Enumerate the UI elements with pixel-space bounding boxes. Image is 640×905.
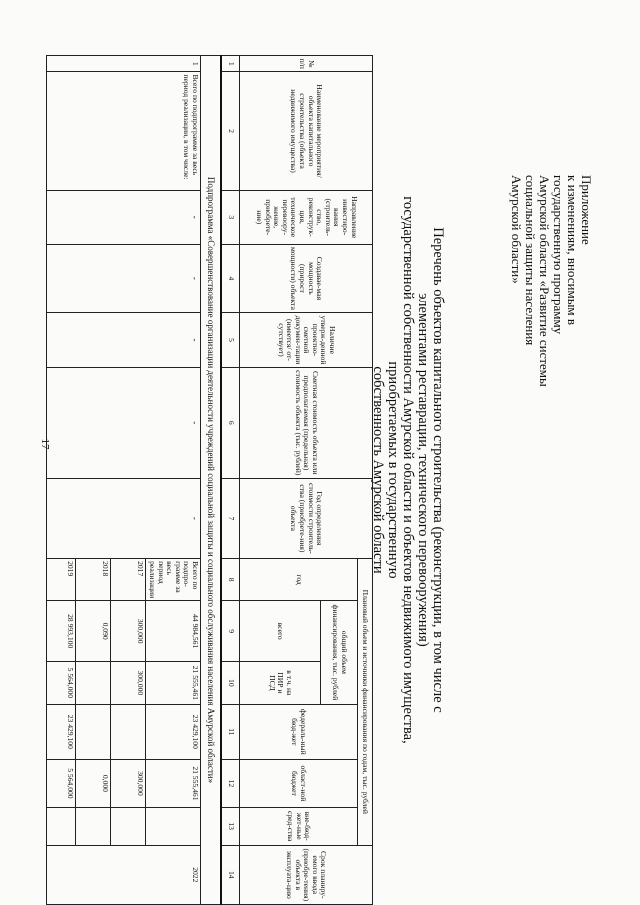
total-cell: 300,000	[111, 601, 146, 662]
subprogram-row	[201, 56, 222, 905]
regional-cell: 21 555,461	[146, 760, 201, 808]
header-total-group: общий объем финансирования, тыс. рублей	[321, 601, 358, 704]
header-cost: Сметная стоимость объекта или предполагаемая (предельная) стоимость объекта (тыс. рублей)	[240, 367, 373, 478]
federal-cell: 23 429,100	[47, 704, 76, 760]
header-federal: федераль-ный бюд-жет	[240, 704, 358, 760]
column-number: 2	[221, 72, 240, 190]
federal-cell: 23 429,100	[146, 704, 201, 760]
appendix-line: к изменениям, вносимым в	[565, 175, 580, 326]
column-numbers-row	[221, 56, 240, 905]
federal-cell	[111, 704, 146, 760]
header-total: всего	[240, 601, 321, 662]
appendix-line: Амурской области «Развитие системы	[537, 175, 552, 387]
title-line: собственность Амурской области	[370, 366, 386, 574]
regional-cell: 300,000	[111, 760, 146, 808]
page-number: 17	[39, 438, 51, 450]
extra-cell	[76, 807, 111, 845]
appendix-line: Амурской области»	[509, 175, 524, 284]
header-plan-group: Плановый объем и источники финансирования по годам, тыс. рублей	[358, 559, 373, 846]
appendix-block	[509, 175, 593, 387]
column-number: 1	[221, 56, 240, 72]
extra-cell	[146, 807, 201, 845]
year-cell: 2017	[111, 559, 146, 601]
regional-cell: 0,000	[76, 760, 111, 808]
row-cost: -	[47, 367, 201, 478]
header-capacity: Создавае-мая мощность (прирост мощности) объекта	[240, 244, 373, 312]
header-name: Наименование мероприятия/ объекта капитального строительства (объекта недвижимого имущества)	[240, 72, 373, 190]
row-name: Всего по подпрограмме за весь период реализации, в том числе:	[47, 72, 201, 190]
column-number: 7	[221, 478, 240, 558]
row-year-cost: -	[47, 478, 201, 558]
header-pir: в т.ч. на ПИР и ПСД	[240, 662, 321, 704]
appendix-line: Приложение	[579, 175, 594, 245]
column-number: 9	[221, 601, 240, 662]
subprogram-title: Подпрограмма «Совершенствование организации деятельности учреждений социальной защиты и социального обслуживания населения Амурской области»	[201, 56, 222, 905]
extra-cell	[47, 807, 76, 845]
row-design: -	[47, 313, 201, 368]
pir-cell: 5 564,000	[47, 662, 76, 704]
table-row	[146, 56, 201, 905]
pir-cell: 21 555,461	[146, 662, 201, 704]
objects-table-wrap	[46, 55, 373, 905]
header-deadline: Срок планиру-емого ввода (приобре-тения) объекта в эксплуата-цию	[240, 845, 373, 904]
year-cell: 2018	[76, 559, 111, 601]
column-number: 6	[221, 367, 240, 478]
year-cell: 2019	[47, 559, 76, 601]
total-cell: 44 984,561	[146, 601, 201, 662]
column-number: 13	[221, 807, 240, 845]
header-no: № п/п	[240, 56, 373, 72]
appendix-line: социальной защиты населения	[523, 175, 538, 346]
regional-cell: 5 564,000	[47, 760, 76, 808]
row-direction: -	[47, 190, 201, 244]
column-number: 5	[221, 313, 240, 368]
column-number: 8	[221, 559, 240, 601]
header-regional: област-ной бюджет	[240, 760, 358, 808]
row-deadline: 2022	[47, 845, 201, 904]
title-line: Перечень объектов капитального строительства (реконструкции, в том числе с элементами реставрации, технического перевооружения)	[415, 227, 446, 713]
header-design: Наличие утверж-денной проектно-сметной докумен-тации (имеется/ от-сутствует)	[240, 313, 373, 368]
extra-cell	[111, 807, 146, 845]
header-year: год	[240, 559, 358, 601]
row-number: 1	[47, 56, 201, 72]
column-number: 11	[221, 704, 240, 760]
title-line: государственной собственности Амурской области и объектов недвижимого имущества, приобретаемых в государственную	[385, 196, 416, 744]
document-title	[370, 190, 445, 750]
column-number: 10	[221, 662, 240, 704]
header-year-cost: Год определения стоимости строитель-ства (приобрете-ния) объекта	[240, 478, 373, 558]
column-number: 12	[221, 760, 240, 808]
header-extra: вне-бюд-жет-ные сред-ства	[240, 807, 358, 845]
total-cell: 28 993,100	[47, 601, 76, 662]
appendix-line: государственную программу	[551, 175, 566, 335]
header-direction: Направление инвестиро-вания (строитель-ство, реконструк-ция, техническое перевоору-жение, приобрете-ние)	[240, 190, 373, 244]
column-number: 3	[221, 190, 240, 244]
column-number: 4	[221, 244, 240, 312]
row-capacity: -	[47, 244, 201, 312]
total-cell: 0,090	[76, 601, 111, 662]
objects-table	[46, 55, 373, 905]
column-number: 14	[221, 845, 240, 904]
pir-cell	[76, 662, 111, 704]
federal-cell	[76, 704, 111, 760]
year-cell: Всего по подпро-грамме за весь период реализации	[146, 559, 201, 601]
pir-cell: 300,000	[111, 662, 146, 704]
